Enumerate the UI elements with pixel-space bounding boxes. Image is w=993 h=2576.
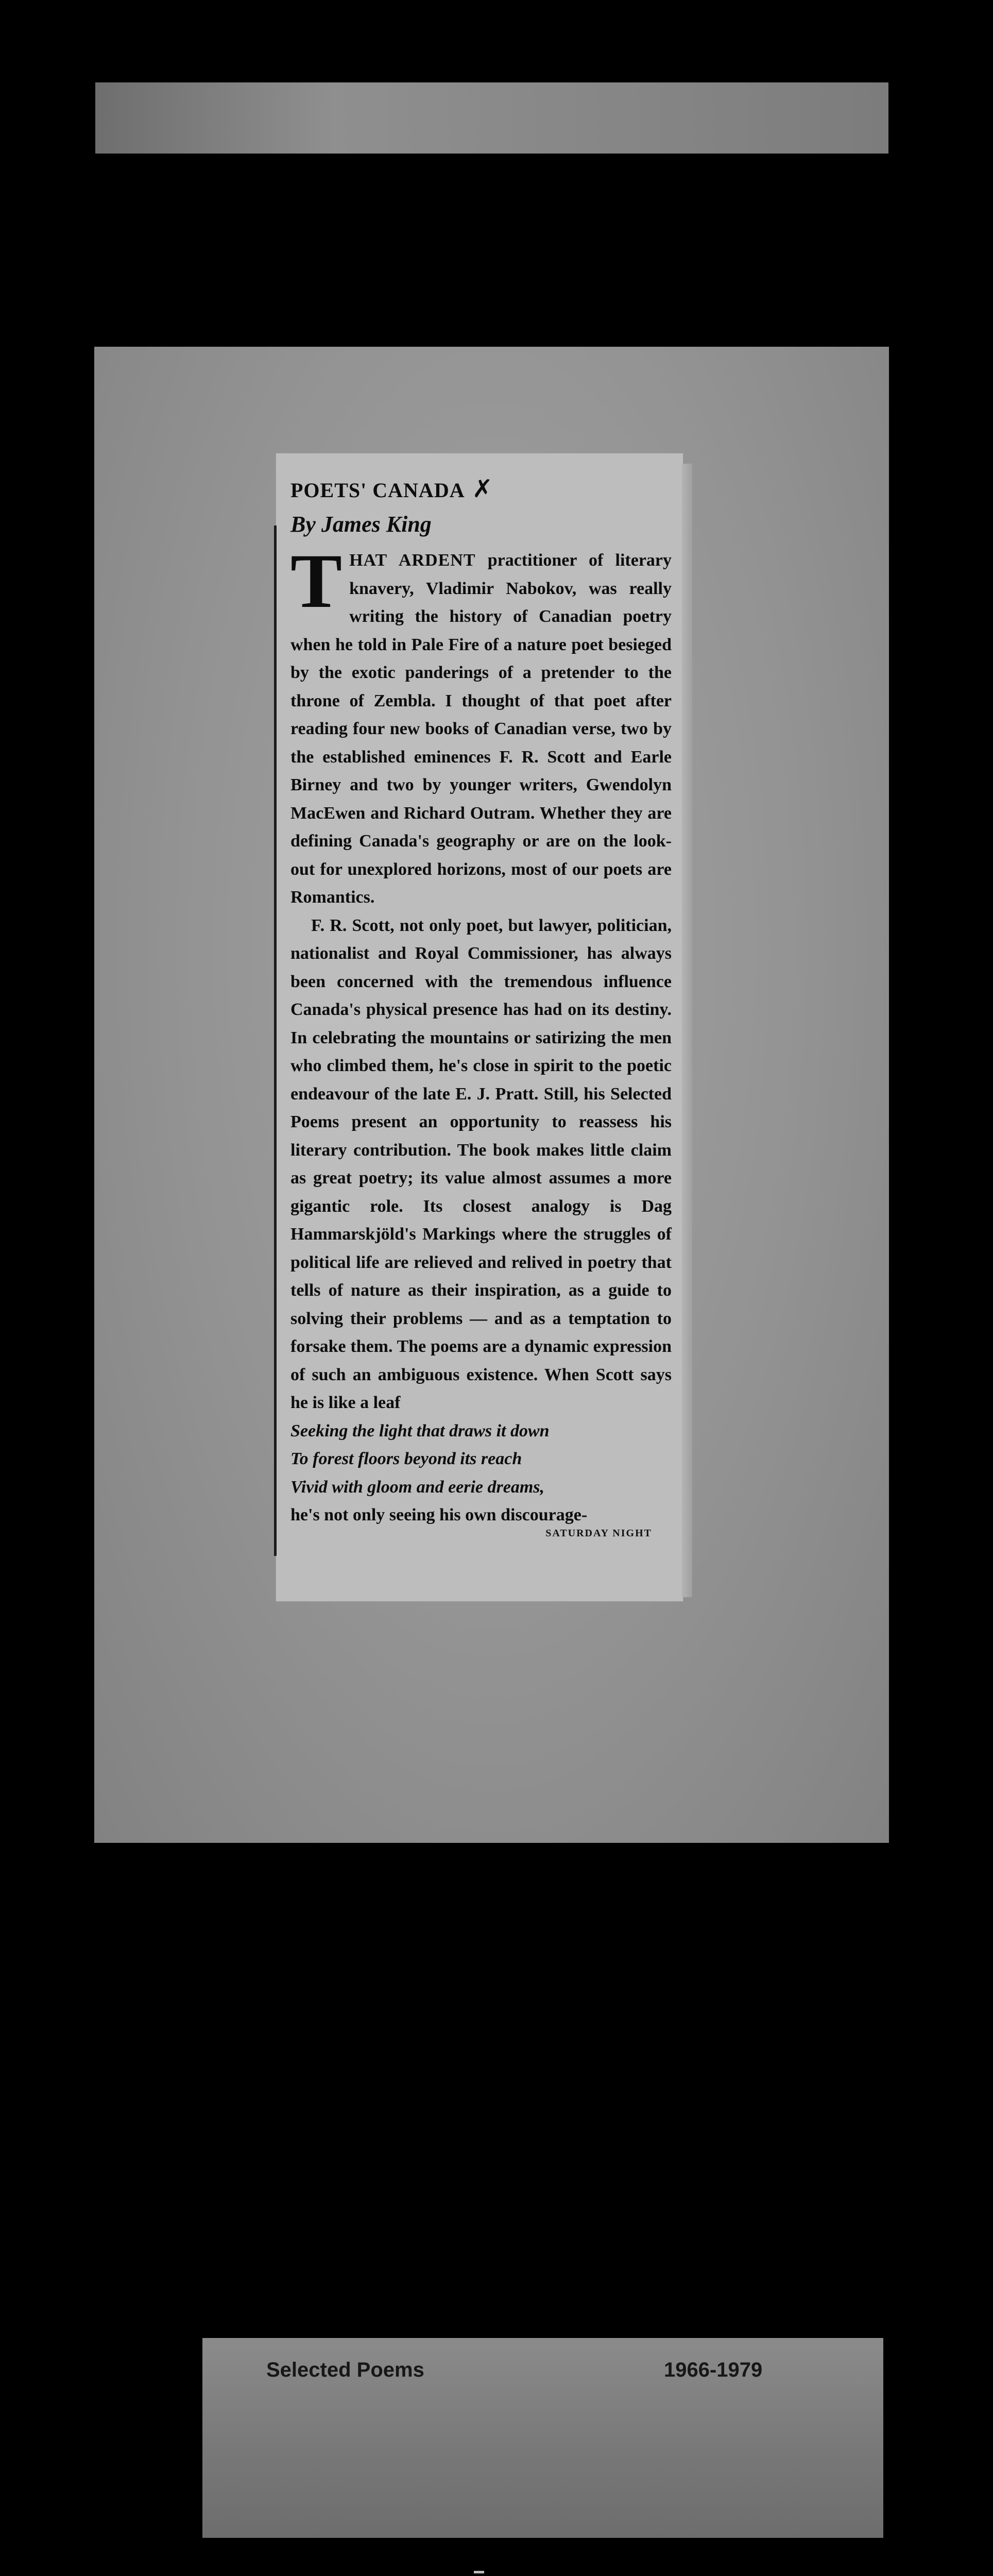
check-mark-icon: ✗ — [472, 474, 493, 503]
scan-artifact — [474, 2571, 484, 2573]
article-byline: By James King — [290, 512, 432, 537]
verse-line-1: Seeking the light that draws it down — [290, 1421, 550, 1440]
collection-title: Selected Poems — [266, 2359, 424, 2381]
article-paragraph-1 — [290, 538, 672, 912]
clipping-left-edge — [274, 526, 277, 1556]
verse-line-3: Vivid with gloom and eerie dreams, — [290, 1477, 545, 1497]
article-paragraph-3: he's not only seeing his own discourage- — [290, 1505, 588, 1524]
drop-cap: T — [290, 538, 343, 624]
top-label-strip — [95, 82, 888, 154]
collection-years: 1966-1979 — [664, 2359, 763, 2381]
archive-card — [94, 347, 889, 1843]
torn-edge — [682, 464, 692, 1597]
lead-in: HAT ARDENT — [349, 551, 476, 570]
article-paragraph-2: F. R. Scott, not only poet, but lawyer, politician, nationalist and Royal Commissioner, has always been concerned with the tremendous influence Canada's physical presence has had on its destiny. In celebrating the mountains or satirizing the men who climbed them, he's close in spirit to the poetic endeavour of the late E. J. Pratt. Still, his Selected Poems present an opportunity to reassess his literary contribution. The book makes little claim as great poetry; its value almost assumes a more gigantic role. Its closest analogy is Dag Hammarskjöld's Markings where the struggles of political life are relieved and relived in poetry that tells of nature as their inspiration, as a guide to solving their problems — and as a temptation to forsake them. The poems are a dynamic expression of such an ambiguous existence. When Scott says he is like a leaf — [290, 916, 672, 1412]
publication-masthead: SATURDAY NIGHT — [545, 1528, 652, 1539]
verse-line-2: To forest floors beyond its reach — [290, 1449, 522, 1468]
newspaper-clipping — [276, 453, 683, 1601]
headline-text: POETS' CANADA — [290, 479, 465, 502]
card-index-tab — [202, 2338, 883, 2538]
paragraph-1-text: practitioner of literary knavery, Vladimir Nabokov, was really writing the history of Canadian poetry when he told in Pale Fire of a nature poet besieged by the exotic panderings of a pretender to the throne of Zembla. I thought of that poet after reading four new books of Canadian verse, two by the established eminences F. R. Scott and Earle Birney and two by younger writers, Gwendolyn MacEwen and Richard Outram. Whether they are defining Canada's geography or are on the look-out for unexplored horizons, most of our poets are Romantics. — [290, 551, 672, 907]
article — [290, 474, 672, 1530]
article-headline — [290, 474, 672, 505]
